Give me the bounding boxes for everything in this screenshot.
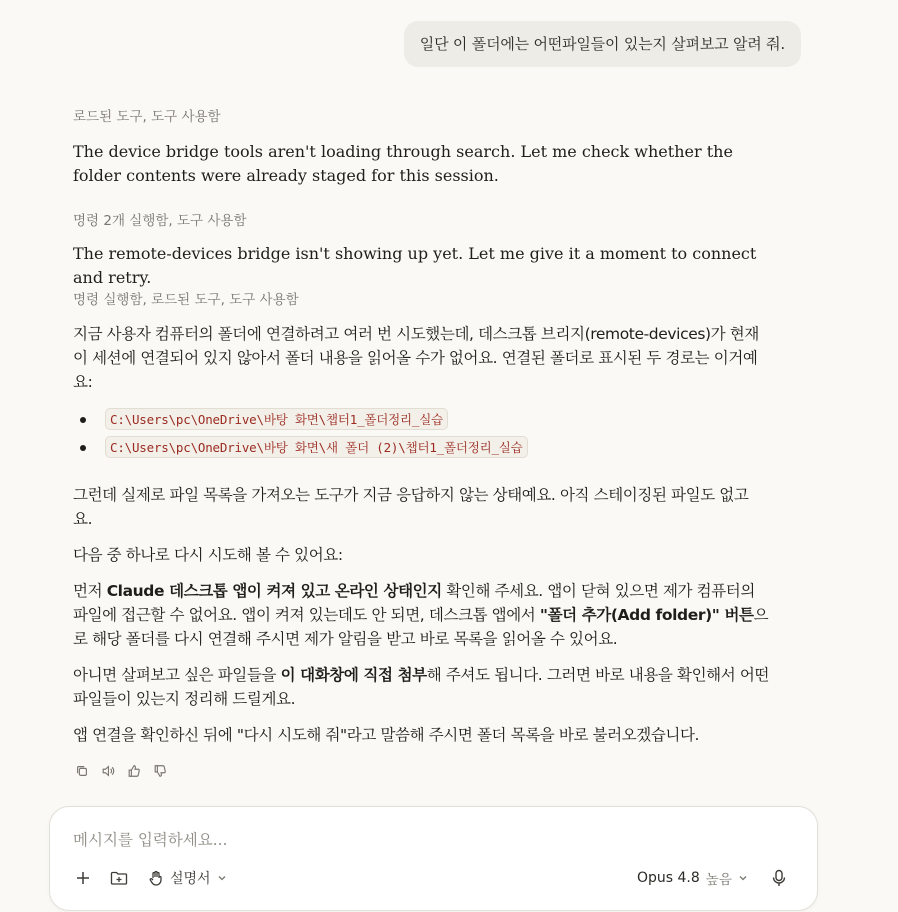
assistant-paragraph-5: 다음 중 하나로 다시 시도해 볼 수 있어요: bbox=[73, 546, 343, 564]
text-run: 확인해 주세요. 앱이 닫혀 있으면 제가 컴퓨터의 파일에 접근할 수 없어요. 앱이 켜져 있는데도 안 되면, 데스크톱 앱에서 bbox=[73, 582, 755, 624]
message-input[interactable] bbox=[71, 827, 775, 853]
list-item bbox=[73, 405, 528, 433]
assistant-paragraph-3: 지금 사용자 컴퓨터의 폴더에 연결하려고 여러 번 시도했는데, 데스크톱 브리지(remote-devices)가 현재 이 세션에 연결되어 있지 않아서 폴더 내용을 읽어올 수가 없어요. 연결된 폴더로 표시된 두 경로는 이거예요: bbox=[73, 325, 759, 391]
model-name: Opus 4.8 bbox=[637, 870, 700, 886]
copy-icon[interactable] bbox=[73, 762, 91, 780]
effort-label: 높음 bbox=[705, 872, 732, 888]
add-button[interactable] bbox=[72, 867, 94, 889]
folder-path-2: C:\Users\pc\OneDrive\바탕 화면\새 폴더 (2)\챕터1_폴더정리_실습 bbox=[105, 436, 528, 458]
style-label: 설명서 bbox=[170, 871, 211, 887]
tool-summary-2[interactable]: 명령 2개 실행함, 도구 사용함 bbox=[73, 213, 247, 229]
assistant-paragraph-1: The device bridge tools aren't loading through search. Let me check whether the folder contents were already staged for this session. bbox=[73, 142, 733, 185]
folder-add-icon bbox=[110, 870, 128, 886]
folder-path-1: C:\Users\pc\OneDrive\바탕 화면\챕터1_폴더정리_실습 bbox=[105, 408, 448, 430]
assistant-paragraph-2: The remote-devices bridge isn't showing up yet. Let me give it a moment to connect and retry. bbox=[73, 244, 757, 287]
style-selector[interactable] bbox=[148, 867, 227, 889]
assistant-paragraph-7 bbox=[73, 663, 773, 711]
read-aloud-icon[interactable] bbox=[99, 762, 117, 780]
hand-icon bbox=[148, 870, 164, 886]
text-run: 해 주셔도 됩니다. 그러면 바로 내용을 확인해서 어떤 파일들이 있는지 정리해 드릴게요. bbox=[73, 666, 769, 708]
model-selector[interactable] bbox=[637, 867, 748, 889]
project-folder-button[interactable] bbox=[108, 867, 130, 889]
tool-summary-1[interactable]: 로드된 도구, 도구 사용함 bbox=[73, 109, 221, 125]
assistant-paragraph-4: 그런데 실제로 파일 목록을 가져오는 도구가 지금 응답하지 않는 상태예요. 아직 스테이징된 파일도 없고요. bbox=[73, 486, 749, 528]
assistant-paragraph-6 bbox=[73, 579, 773, 651]
message-composer bbox=[49, 806, 818, 911]
chevron-down-icon bbox=[738, 873, 748, 883]
thumbs-up-icon[interactable] bbox=[125, 762, 143, 780]
microphone-icon bbox=[771, 869, 787, 887]
text-run: 먼저 bbox=[73, 582, 107, 600]
emphasis-app-online: Claude 데스크톱 앱이 켜져 있고 온라인 상태인지 bbox=[106, 582, 442, 600]
text-run: 으로 해당 폴더를 다시 연결해 주시면 제가 알림을 받고 바로 목록을 읽어올 수 있어요. bbox=[73, 606, 769, 648]
emphasis-add-folder: "폴더 추가(Add folder)" 버튼 bbox=[539, 606, 754, 624]
plus-icon bbox=[75, 870, 91, 886]
emphasis-attach: 이 대화창에 직접 첨부 bbox=[280, 666, 427, 684]
list-item bbox=[73, 433, 528, 461]
message-actions bbox=[73, 762, 169, 780]
thumbs-down-icon[interactable] bbox=[151, 762, 169, 780]
tool-summary-3[interactable]: 명령 실행함, 로드된 도구, 도구 사용함 bbox=[73, 292, 299, 308]
text-run: 아니면 살펴보고 싶은 파일들을 bbox=[73, 666, 281, 684]
bullet bbox=[80, 445, 86, 451]
assistant-paragraph-8: 앱 연결을 확인하신 뒤에 "다시 시도해 줘"라고 말씀해 주시면 폴더 목록을 바로 불러오겠습니다. bbox=[73, 726, 700, 744]
user-message-bubble: 일단 이 폴더에는 어떤파일들이 있는지 살펴보고 알려 줘. bbox=[404, 21, 801, 67]
voice-input-button[interactable] bbox=[768, 867, 790, 889]
chevron-down-icon bbox=[217, 873, 227, 883]
bullet bbox=[80, 417, 86, 423]
folder-path-list bbox=[73, 405, 528, 461]
